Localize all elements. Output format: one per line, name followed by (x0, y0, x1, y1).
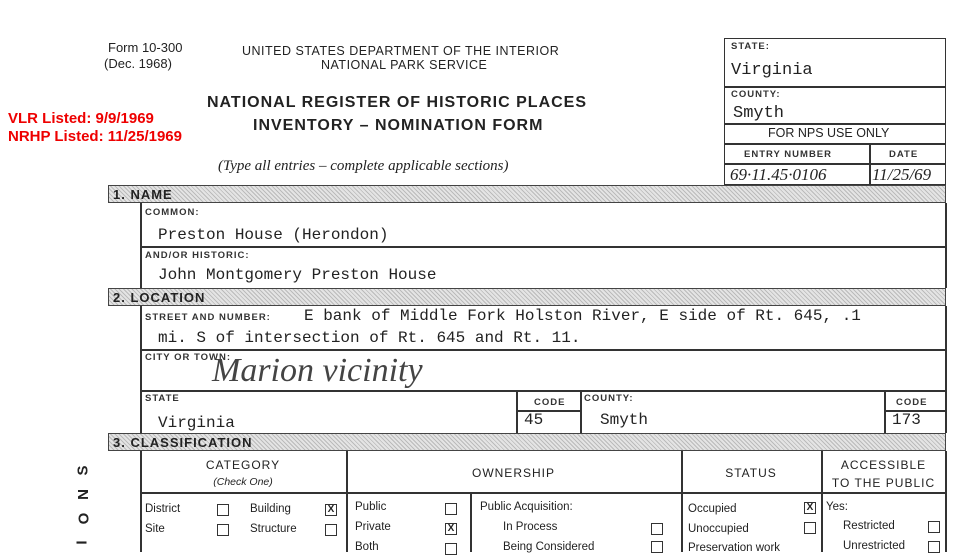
accessible-header: ACCESSIBLE (840, 458, 927, 472)
vlr-listed: VLR Listed: 9/9/1969 (8, 110, 154, 127)
service: NATIONAL PARK SERVICE (321, 58, 488, 72)
county-label: COUNTY: (731, 89, 781, 100)
department: UNITED STATES DEPARTMENT OF THE INTERIOR (242, 44, 560, 58)
state-label-2: STATE (145, 393, 180, 404)
county-label-2: COUNTY: (584, 393, 634, 404)
public-label: Public (355, 501, 387, 513)
private-checkbox[interactable]: X (445, 523, 457, 535)
date-label: DATE (889, 149, 919, 160)
form-date: (Dec. 1968) (104, 56, 172, 71)
section-classification-heading: 3. CLASSIFICATION (108, 433, 946, 451)
state-label: STATE: (731, 41, 770, 52)
form-subtitle: INVENTORY – NOMINATION FORM (253, 117, 544, 134)
restricted-label: Restricted (843, 520, 895, 532)
city-label: CITY OR TOWN: (145, 352, 232, 363)
unoccupied-checkbox[interactable] (804, 522, 816, 534)
county-code-label: CODE (896, 397, 928, 408)
street-line-1: E bank of Middle Fork Holston River, E side of Rt. 645, .1 (304, 307, 861, 325)
check-one: (Check One) (213, 476, 273, 488)
city-handwritten: Marion vicinity (212, 352, 423, 389)
margin-letter: N (74, 489, 92, 500)
district-label: District (145, 503, 181, 515)
site-label: Site (145, 523, 165, 535)
private-label: Private (355, 521, 391, 533)
common-name: Preston House (Herondon) (158, 226, 389, 244)
entry-number: 69·11.45·0106 (730, 165, 827, 184)
structure-checkbox[interactable] (325, 524, 337, 536)
margin-letter: I (73, 540, 91, 545)
status-header: STATUS (725, 466, 777, 480)
building-checkbox[interactable]: X (325, 504, 337, 516)
acquisition-label: Public Acquisition: (480, 501, 573, 513)
both-label: Both (355, 541, 379, 553)
state-value: Virginia (731, 61, 813, 80)
street-line-2: mi. S of intersection of Rt. 645 and Rt. 11. (158, 329, 581, 347)
district-checkbox[interactable] (217, 504, 229, 516)
considered-label: Being Considered (503, 541, 595, 553)
form-number: Form 10-300 (108, 40, 183, 55)
restricted-checkbox[interactable] (928, 521, 940, 533)
category-header: CATEGORY (205, 458, 281, 472)
margin-letter: S (74, 465, 92, 476)
site-checkbox[interactable] (217, 524, 229, 536)
in-process-checkbox[interactable] (651, 523, 663, 535)
considered-checkbox[interactable] (651, 541, 663, 553)
accessible-header-2: TO THE PUBLIC (831, 476, 936, 490)
state-code: 45 (524, 411, 544, 429)
unoccupied-label: Unoccupied (688, 523, 749, 535)
margin-letter: O (75, 512, 93, 525)
state-value-2: Virginia (158, 414, 235, 432)
common-label: COMMON: (145, 207, 200, 218)
county-value: Smyth (733, 104, 785, 123)
section-name-heading: 1. NAME (108, 185, 946, 203)
section-location-heading: 2. LOCATION (108, 288, 946, 306)
structure-label: Structure (250, 523, 297, 535)
ownership-header: OWNERSHIP (471, 466, 555, 480)
unrestricted-checkbox[interactable] (928, 541, 940, 553)
entry-number-label: ENTRY NUMBER (744, 149, 833, 160)
yes-label: Yes: (826, 501, 848, 513)
form-title: NATIONAL REGISTER OF HISTORIC PLACES (207, 94, 588, 111)
occupied-checkbox[interactable]: X (804, 502, 816, 514)
preservation-label: Preservation work (688, 542, 781, 554)
street-label: STREET AND NUMBER: (145, 312, 271, 323)
county-code: 173 (892, 411, 921, 429)
historic-name: John Montgomery Preston House (158, 266, 437, 284)
nps-use-only: FOR NPS USE ONLY (768, 126, 890, 140)
historic-label: AND/OR HISTORIC: (145, 250, 250, 261)
instructions: (Type all entries – complete applicable sections) (218, 158, 509, 174)
both-checkbox[interactable] (445, 543, 457, 555)
entry-date: 11/25/69 (872, 165, 932, 184)
county-value-2: Smyth (600, 411, 649, 429)
occupied-label: Occupied (688, 503, 737, 515)
in-process-label: In Process (503, 521, 558, 533)
state-code-label: CODE (534, 397, 566, 408)
public-checkbox[interactable] (445, 503, 457, 515)
unrestricted-label: Unrestricted (843, 540, 905, 552)
building-label: Building (250, 503, 291, 515)
nrhp-listed: NRHP Listed: 11/25/1969 (8, 128, 182, 145)
